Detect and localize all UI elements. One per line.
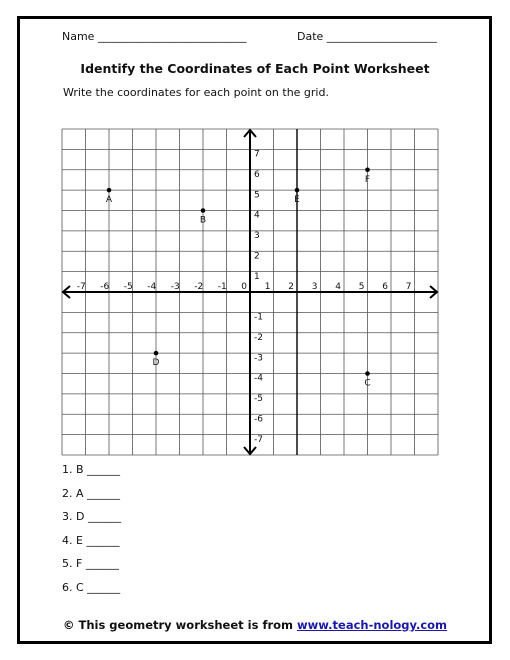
point-b [201,208,206,213]
x-tick-label: 6 [382,282,388,292]
y-tick-label: 4 [254,210,260,221]
question-item: 5. F ______ [62,557,119,571]
point-f [365,167,370,172]
y-tick-label: -3 [254,353,263,364]
point-e [295,188,300,193]
point-label-c: C [364,378,371,389]
instructions: Write the coordinates for each point on the grid. [63,86,329,99]
y-tick-label: 7 [254,149,260,160]
x-tick-label: -2 [194,282,204,292]
x-tick-label: 7 [405,282,412,292]
y-tick-label: -4 [254,373,263,384]
x-tick-label: 4 [335,282,341,292]
point-a [107,188,112,193]
x-tick-label: -3 [170,282,180,292]
y-tick-label: -5 [254,394,263,405]
x-tick-label: 0 [241,282,247,292]
x-tick-label: -1 [217,282,227,292]
y-tick-label: 2 [254,251,260,262]
y-tick-label: -1 [254,312,263,323]
x-tick-label: -6 [100,282,110,292]
point-label-d: D [152,358,160,369]
y-tick-label: 3 [254,231,260,242]
point-label-e: E [294,195,300,206]
point-c [365,371,370,376]
x-tick-label: 2 [288,282,294,292]
footer-text: © This geometry worksheet is from [62,618,298,632]
footer-link[interactable]: www.teach-nology.com [297,618,448,632]
point-label-b: B [199,215,207,226]
x-tick-label: -7 [76,282,86,292]
x-tick-label: -5 [123,282,133,292]
question-item: 4. E ______ [62,533,120,547]
x-tick-label: 3 [311,282,318,292]
question-item: 1. B ______ [62,463,121,476]
point-label-a: A [105,195,113,206]
question-item: 3. D ______ [62,510,121,524]
y-tick-label: 6 [254,169,260,180]
point-label-f: F [364,174,371,185]
x-tick-label: 5 [358,282,365,292]
y-tick-label: -7 [254,434,263,445]
question-item: 6. C ______ [62,581,121,594]
name-field: Name ___________________________ [62,30,247,43]
question-item: 2. A ______ [62,486,121,500]
y-tick-label: 1 [254,271,260,282]
x-tick-label: 1 [264,282,271,292]
worksheet-title: Identify the Coordinates of Each Point Worksheet [80,61,430,76]
y-tick-label: 5 [254,190,260,201]
x-tick-label: -4 [147,282,157,292]
date-field: Date ____________________ [297,30,437,43]
point-d [154,351,159,356]
y-tick-label: -2 [254,332,263,343]
footer-credit [0,618,510,632]
y-tick-label: -6 [254,414,263,425]
